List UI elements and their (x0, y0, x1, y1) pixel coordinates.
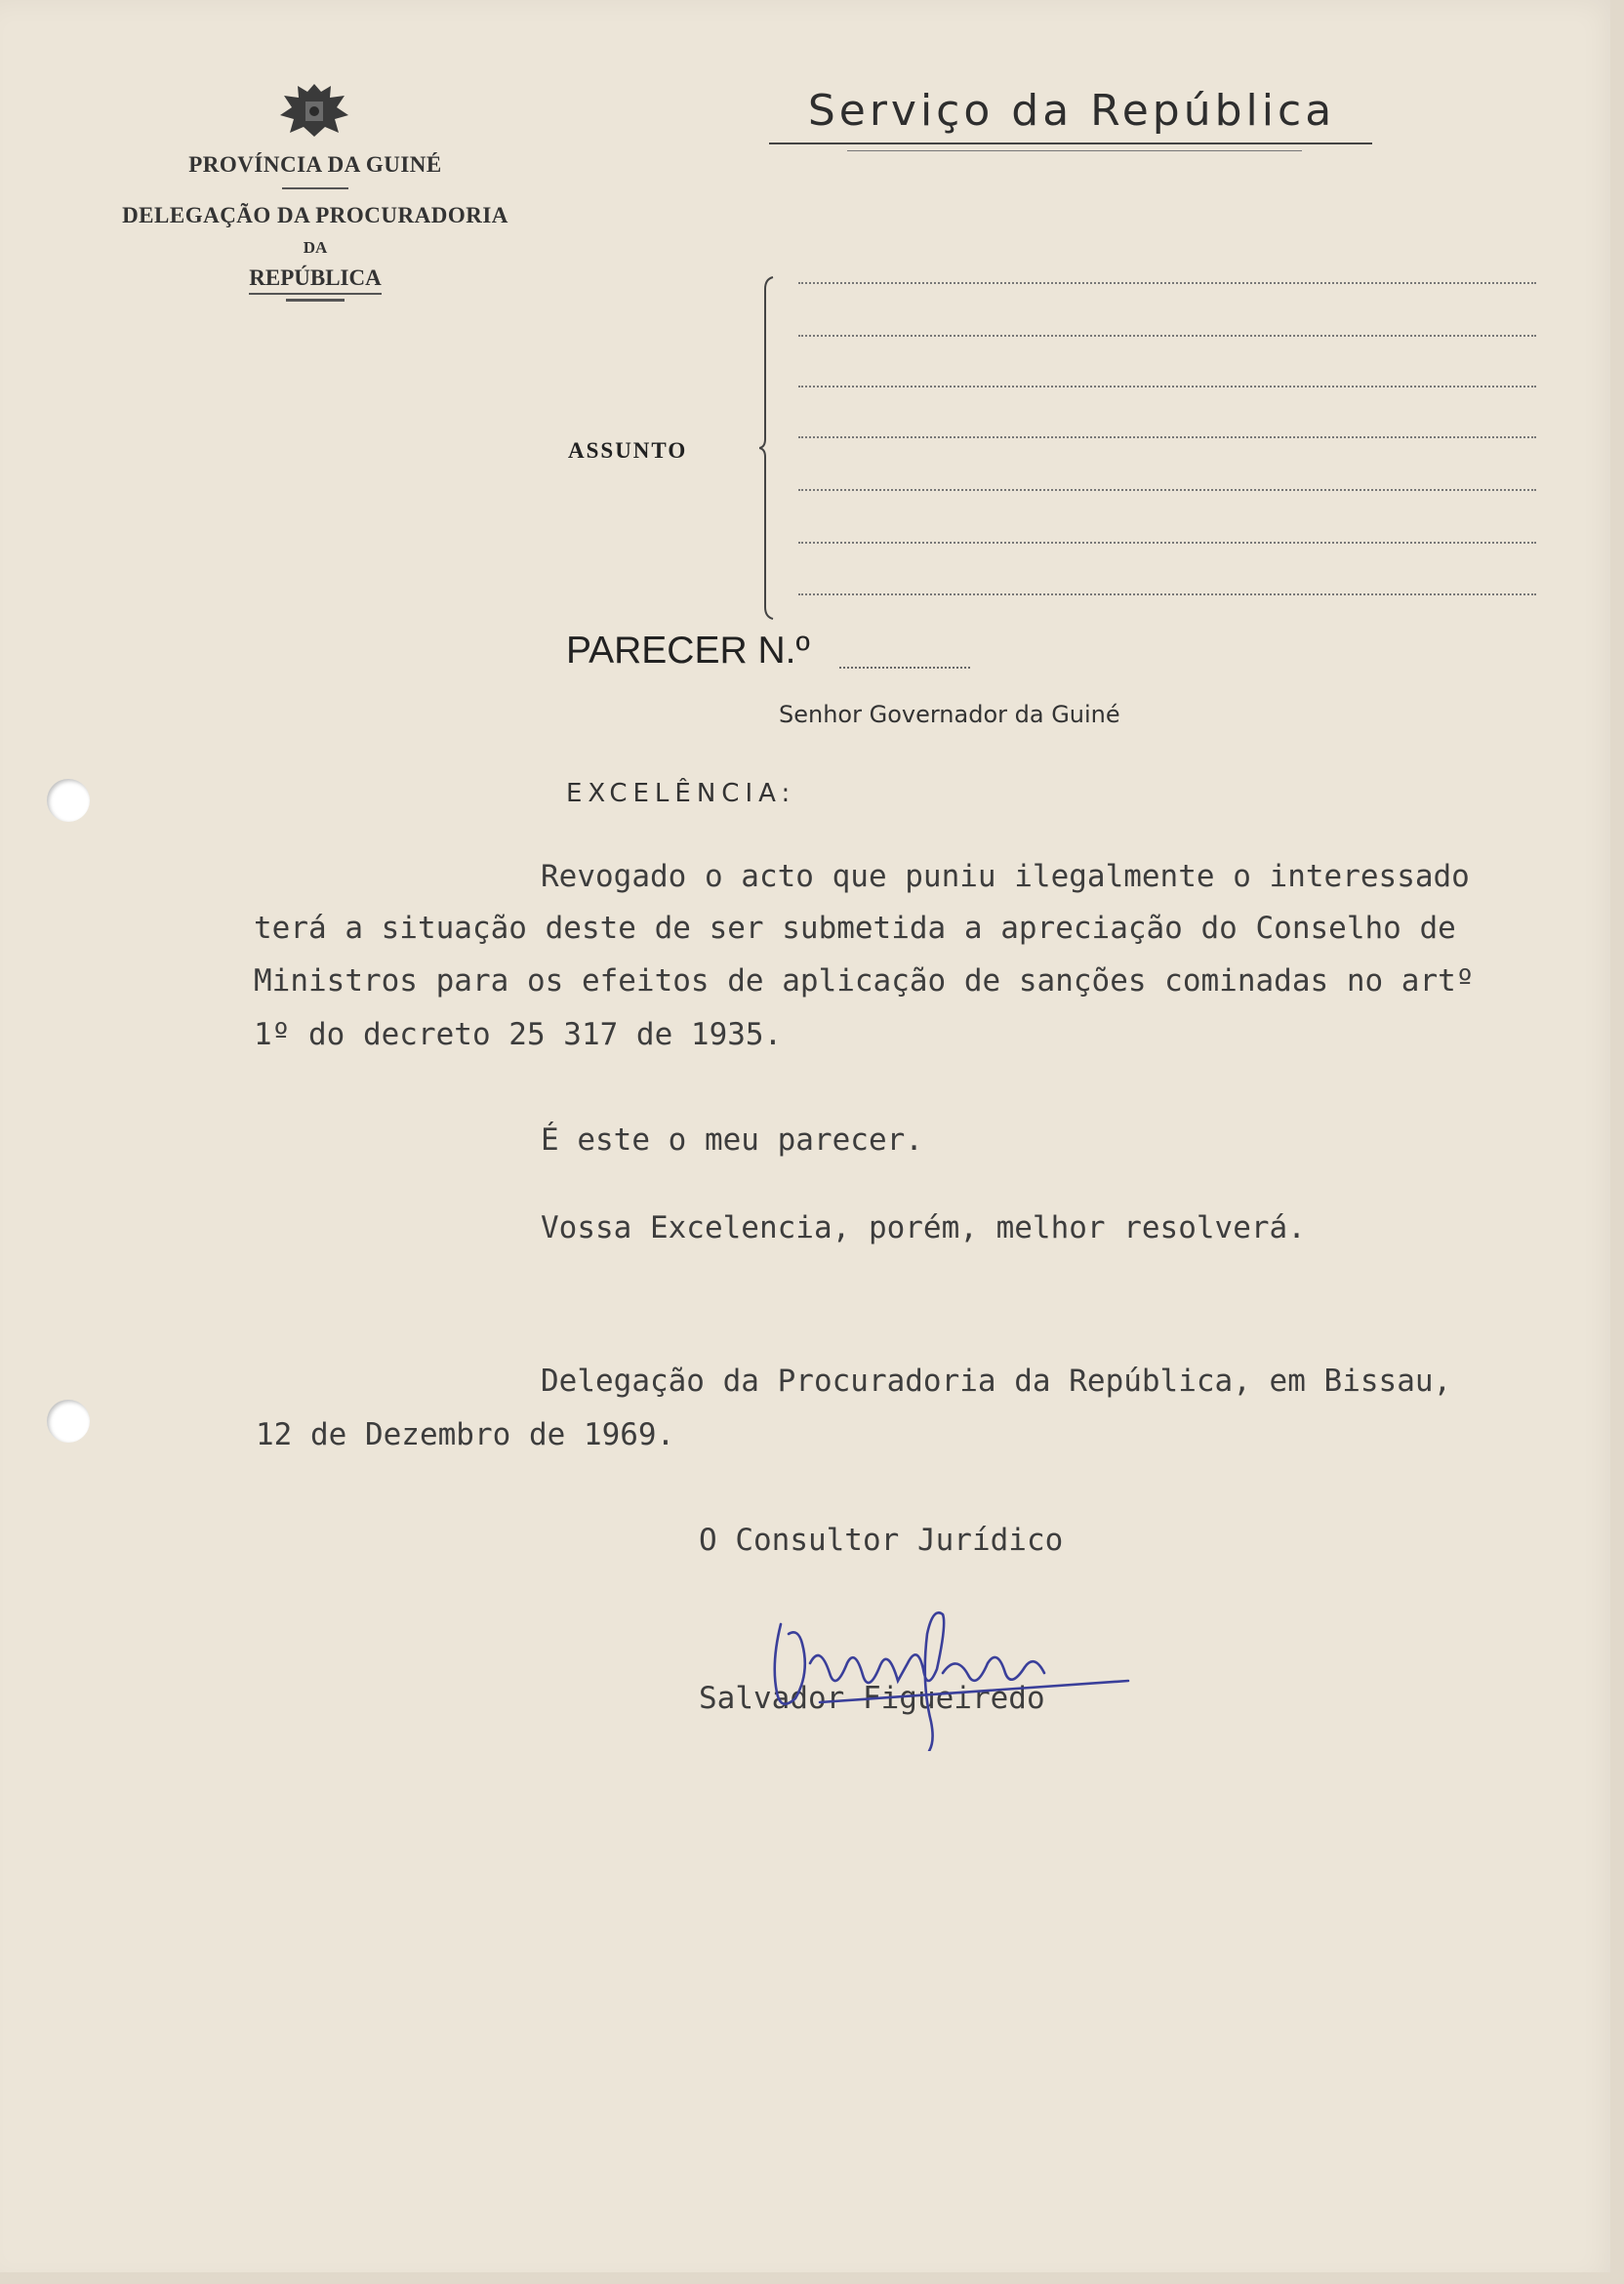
coat-of-arms-icon (276, 82, 352, 139)
letterhead-divider (282, 187, 348, 189)
assunto-label: ASSUNTO (568, 438, 688, 463)
service-rule-secondary (847, 150, 1302, 151)
assunto-line (798, 282, 1536, 284)
addressee: Senhor Governador da Guiné (779, 701, 1120, 728)
parecer-number-line (839, 667, 970, 669)
service-heading: Serviço da República (807, 86, 1336, 136)
assunto-line (798, 593, 1536, 595)
date-line: 12 de Dezembro de 1969. (256, 1417, 675, 1452)
salutation: EXCELÊNCIA: (566, 779, 796, 808)
body-line: 1º do decreto 25 317 de 1935. (254, 1017, 783, 1052)
opinion-line: É este o meu parecer. (541, 1122, 923, 1158)
service-rule (769, 143, 1372, 144)
punch-hole (47, 779, 90, 822)
assunto-brace (759, 275, 779, 621)
paper-edge-bottom (0, 2272, 1624, 2284)
assunto-line (798, 489, 1536, 491)
office-name-line1: DELEGAÇÃO DA PROCURADORIA (122, 203, 508, 227)
paper-edge-right (1610, 0, 1624, 2284)
handwritten-signature (742, 1605, 1132, 1751)
assunto-line (798, 335, 1536, 337)
letterhead-underline (286, 299, 345, 302)
closing-line: Vossa Excelencia, porém, melhor resolverá. (541, 1210, 1306, 1245)
punch-hole (47, 1400, 90, 1443)
body-line: terá a situação deste de ser submetida a apreciação do Conselho de (254, 911, 1456, 946)
office-name-line3: REPÚBLICA (249, 265, 381, 295)
letterhead-block (98, 152, 533, 302)
assunto-line (798, 436, 1536, 438)
signer-name: Salvador Figueiredo (699, 1681, 1045, 1716)
province-name: PROVÍNCIA DA GUINÉ (188, 152, 442, 177)
assunto-line (798, 386, 1536, 387)
assunto-line (798, 542, 1536, 544)
office-name-line2: DA (303, 238, 328, 257)
place-line: Delegação da Procuradoria da República, em Bissau, (541, 1364, 1452, 1399)
parecer-number-label: PARECER N.º (566, 630, 810, 672)
body-line: Ministros para os efeitos de aplicação de sanções cominadas no artº (254, 963, 1475, 999)
body-line: Revogado o acto que puniu ilegalmente o interessado (541, 859, 1470, 894)
signer-title: O Consultor Jurídico (699, 1523, 1064, 1558)
